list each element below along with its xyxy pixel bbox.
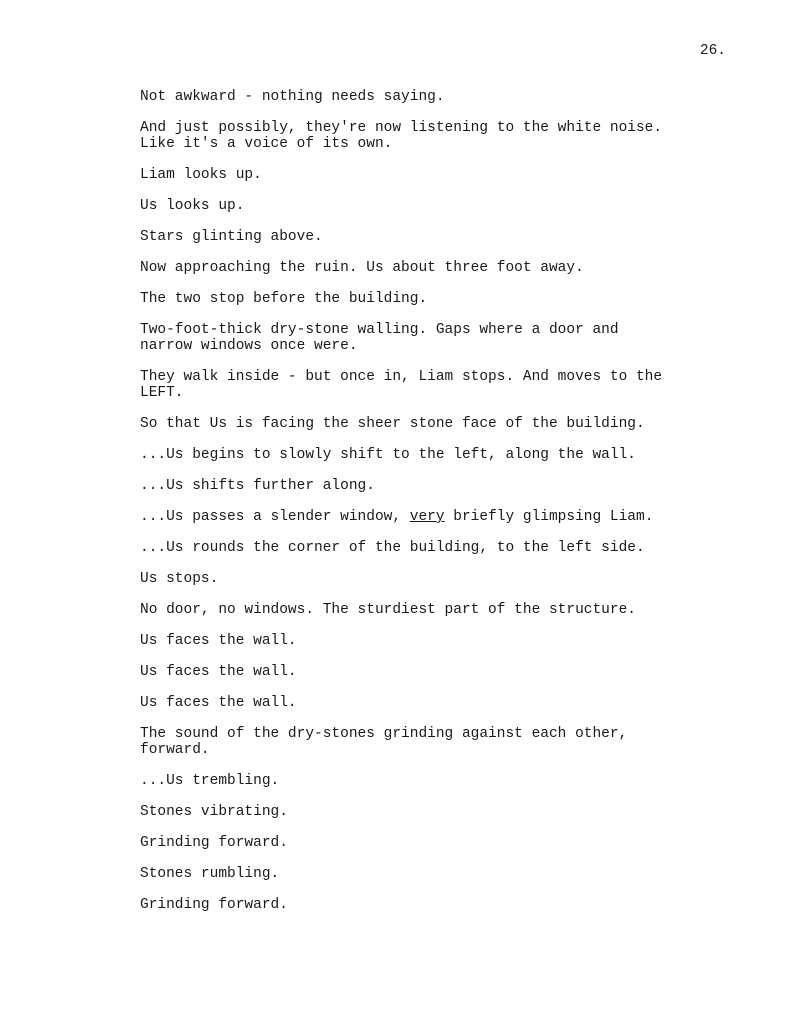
action-line-end: briefly glimpsing Liam. xyxy=(444,509,654,525)
action-line: And just possibly, they're now listening to the white noise. Like it's a voice of its own. xyxy=(140,120,663,152)
action-line: ...Us trembling. xyxy=(140,773,280,789)
action-line: Us stops. xyxy=(140,571,219,587)
action-line-emphasis xyxy=(140,509,730,525)
action-line: Not awkward - nothing needs saying. xyxy=(140,89,445,105)
action-line: Stones vibrating. xyxy=(140,804,288,820)
action-line: Stones rumbling. xyxy=(140,866,280,882)
action-line: ...Us shifts further along. xyxy=(140,478,375,494)
action-line: The sound of the dry-stones grinding against each other, forward. xyxy=(140,726,628,758)
action-line: Now approaching the ruin. Us about three foot away. xyxy=(140,260,584,276)
action-line: Us looks up. xyxy=(140,198,245,214)
action-line: Us faces the wall. xyxy=(140,695,297,711)
script-body xyxy=(140,89,730,928)
action-line: ...Us rounds the corner of the building, to the left side. xyxy=(140,540,645,556)
action-line: Liam looks up. xyxy=(140,167,262,183)
action-line: No door, no windows. The sturdiest part of the structure. xyxy=(140,602,636,618)
action-line: The two stop before the building. xyxy=(140,291,428,307)
action-line: ...Us begins to slowly shift to the left, along the wall. xyxy=(140,447,636,463)
action-line: They walk inside - but once in, Liam stops. And moves to the LEFT. xyxy=(140,369,663,401)
page-number: 26. xyxy=(699,43,726,59)
action-line: Stars glinting above. xyxy=(140,229,323,245)
action-line: So that Us is facing the sheer stone face of the building. xyxy=(140,416,645,432)
action-line: Us faces the wall. xyxy=(140,664,297,680)
action-line: Grinding forward. xyxy=(140,835,288,851)
underlined-word: very xyxy=(409,509,445,525)
action-line: Grinding forward. xyxy=(140,897,288,913)
action-line: Two-foot-thick dry-stone walling. Gaps where a door and narrow windows once were. xyxy=(140,322,619,354)
action-line: Us faces the wall. xyxy=(140,633,297,649)
action-line-start: ...Us passes a slender window, xyxy=(140,509,410,525)
